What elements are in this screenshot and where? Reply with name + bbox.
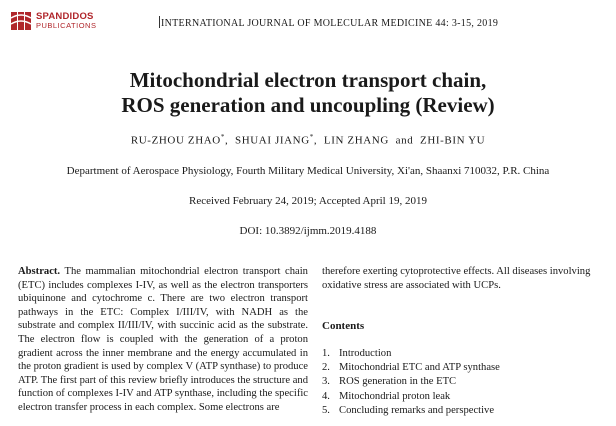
contents-item-number: 1. <box>322 348 330 359</box>
author-list <box>0 133 616 147</box>
contents-item[interactable] <box>322 361 500 375</box>
title-line-2: ROS generation and uncoupling (Review) <box>121 93 495 117</box>
publisher-logo <box>10 10 96 32</box>
spandidos-logo-icon <box>10 10 32 32</box>
contents-item-label: Concluding remarks and perspective <box>339 404 495 416</box>
paper-title <box>0 68 616 118</box>
doi-link[interactable]: DOI: 10.3892/ijmm.2019.4188 <box>239 225 377 237</box>
author-mark: * <box>220 133 225 141</box>
journal-header <box>159 16 498 29</box>
contents-heading: Contents <box>322 320 365 332</box>
affiliation: Department of Aerospace Physiology, Fourth Military Medical University, Xi'an, Shaanxi 710032, P.R. China <box>66 165 550 177</box>
author-separator: , <box>224 134 235 147</box>
abstract-text: The mammalian mitochondrial electron transport chain (ETC) includes complexes I-IV, as well as the electron transporters ubiquinone and cytochrome c. There are two electron transport pathways in the ETC: Complex I/III/IV, with NADH as the substrate and complex II/III/IV, with succinic acid as the substrate. The electron flow is coupled with the generation of a proton gradient across the inner membrane and the energy accumulated in the proton gradient is used by complex V (ATP synthase) to produce ATP. The first part of this review briefly introduces the structure and function of complexes I-IV and ATP synthase, including the specific electron transfer process in each complex. Some electrons are <box>18 266 308 413</box>
abstract-label: Abstract. <box>18 266 61 277</box>
abstract-continued: therefore exerting cytoprotective effects. All diseases involving oxidative stress are associated with UCPs. <box>322 266 591 291</box>
contents-item-label: Mitochondrial ETC and ATP synthase <box>339 362 500 374</box>
contents-item-number: 5. <box>322 404 330 416</box>
contents-item-number: 2. <box>322 362 330 374</box>
author-name: ZHI-BIN YU <box>420 134 486 147</box>
contents-list <box>322 347 500 418</box>
contents-item-label: ROS generation in the ETC <box>339 376 457 388</box>
contents-item-number: 3. <box>322 376 330 388</box>
publisher-line1: SPANDIDOS <box>36 11 94 22</box>
contents-item-number: 4. <box>322 390 330 402</box>
abstract <box>18 265 308 415</box>
contents-item[interactable] <box>322 375 500 389</box>
text-cursor <box>159 16 160 28</box>
contents-item[interactable] <box>322 347 500 361</box>
author-separator: and <box>388 134 420 147</box>
publisher-line2: PUBLICATIONS <box>36 21 97 30</box>
contents-item[interactable] <box>322 404 500 418</box>
author-separator: , <box>313 134 324 147</box>
contents-item-label: Mitochondrial proton leak <box>339 390 451 402</box>
author-mark: * <box>309 133 314 141</box>
contents-item-label: Introduction <box>339 348 392 359</box>
author-name: LIN ZHANG <box>323 134 389 147</box>
received-accepted-dates: Received February 24, 2019; Accepted April 19, 2019 <box>189 195 427 207</box>
title-line-1: Mitochondrial electron transport chain, <box>129 68 487 92</box>
publisher-name <box>36 12 96 30</box>
contents-item[interactable] <box>322 390 500 404</box>
author-name: SHUAI JIANG <box>235 134 310 147</box>
author-name: RU-ZHOU ZHAO <box>130 134 221 147</box>
journal-header-text: INTERNATIONAL JOURNAL OF MOLECULAR MEDICINE 44: 3-15, 2019 <box>161 18 499 29</box>
